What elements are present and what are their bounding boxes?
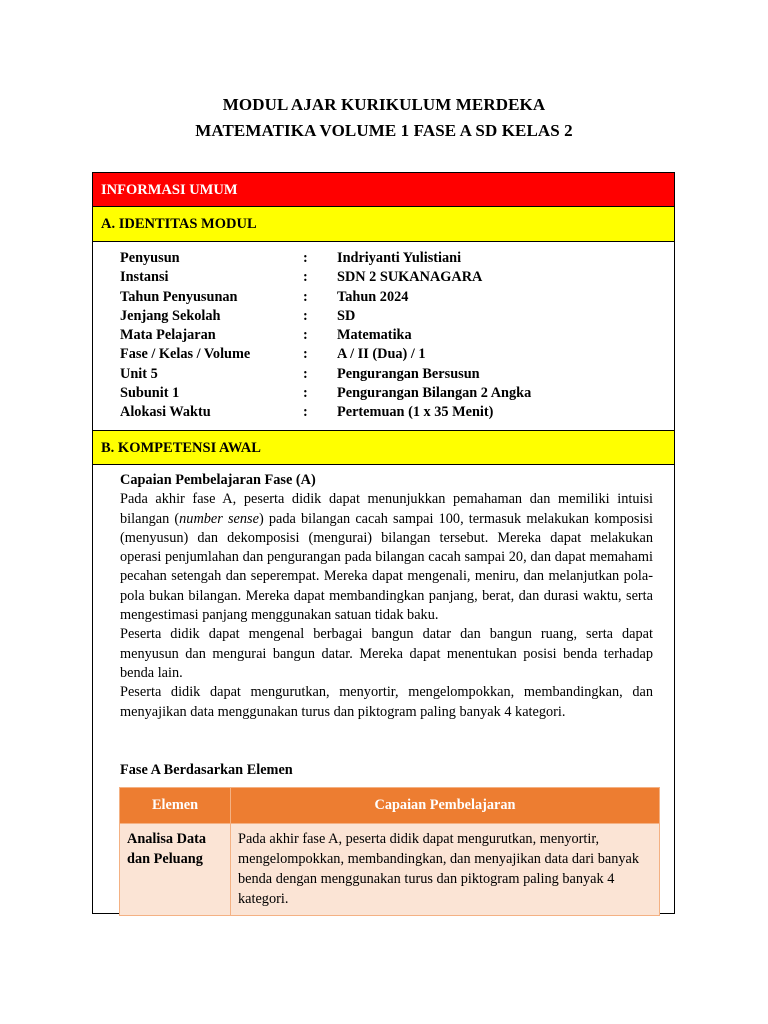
identity-separator: :	[303, 250, 308, 266]
capaian-section	[120, 471, 653, 722]
identity-value: Pertemuan (1 x 35 Menit)	[337, 404, 494, 421]
identity-value: A / II (Dua) / 1	[337, 346, 426, 363]
table-row	[120, 824, 660, 916]
document-title-line2: MATEMATIKA VOLUME 1 FASE A SD KELAS 2	[195, 121, 573, 140]
capaian-cell: Pada akhir fase A, peserta didik dapat mengurutkan, menyortir, mengelompokkan, membandingkan, dan menyajikan data dari banyak benda dengan menggunakan turus dan piktogram paling banyak 4 kategori.	[231, 824, 660, 916]
identity-row	[120, 403, 531, 422]
identity-key: Instansi	[120, 269, 169, 286]
identity-value: Matematika	[337, 327, 412, 344]
identity-key: Tahun Penyusunan	[120, 288, 238, 305]
identity-value: SD	[337, 307, 356, 324]
identity-key: Alokasi Waktu	[120, 404, 211, 421]
paragraph-text: ) pada bilangan cacah sampai 100, termasuk melakukan komposisi (menyusun) dan dekomposisi (mengurai) bilangan tersebut. Mereka dapat melakukan operasi penjumlahan dan pengurangan pada bilangan cacah sampai 20, dan dapat memahami pecahan setengah dan seperempat. Mereka dapat mengenali, meniru, dan melanjutkan pola-pola bukan bilangan. Mereka dapat membandingkan panjang, berat, dan durasi waktu, serta mengestimasi panjang menggunakan satuan tidak baku.	[120, 510, 653, 624]
identity-separator: :	[303, 346, 308, 363]
section-informasi-umum: INFORMASI UMUM	[93, 173, 674, 207]
column-header-elemen: Elemen	[120, 788, 231, 824]
capaian-paragraph-3: Peserta didik dapat mengurutkan, menyortir, mengelompokkan, membandingkan, dan menyajikan data menggunakan turus dan piktogram paling banyak 4 kategori.	[120, 684, 653, 720]
identity-separator: :	[303, 327, 308, 344]
elemen-cell: Analisa Data dan Peluang	[120, 824, 231, 916]
identity-key: Fase / Kelas / Volume	[120, 346, 251, 363]
capaian-heading: Capaian Pembelajaran Fase (A)	[120, 472, 316, 488]
identity-separator: :	[303, 307, 308, 324]
capaian-paragraph-1	[120, 490, 653, 625]
section-kompetensi-awal: B. KOMPETENSI AWAL	[93, 430, 674, 465]
identity-row	[120, 307, 531, 326]
identity-row	[120, 268, 531, 287]
identity-row	[120, 288, 531, 307]
identity-row	[120, 384, 531, 403]
identity-value: SDN 2 SUKANAGARA	[337, 269, 483, 286]
identity-value: Pengurangan Bilangan 2 Angka	[337, 385, 532, 402]
identity-separator: :	[303, 404, 308, 421]
identity-row	[120, 326, 531, 345]
identity-row	[120, 345, 531, 364]
identity-separator: :	[303, 385, 308, 402]
column-header-capaian: Capaian Pembelajaran	[231, 788, 660, 824]
elemen-table-header	[120, 788, 660, 824]
identity-key: Unit 5	[120, 365, 158, 382]
identity-value: Indriyanti Yulistiani	[337, 250, 462, 266]
document-title-line1: MODUL AJAR KURIKULUM MERDEKA	[222, 95, 546, 114]
module-info-table	[92, 172, 675, 914]
section-identitas-modul: A. IDENTITAS MODUL	[93, 207, 674, 242]
identity-separator: :	[303, 288, 308, 305]
identity-key: Mata Pelajaran	[120, 327, 216, 344]
identity-list	[120, 249, 531, 423]
paragraph-text: Pada akhir fase A, peserta didik dapat menunjukkan pemahaman dan memiliki intuisi bilangan (	[120, 491, 653, 527]
number-sense-term: number sense	[179, 510, 259, 527]
identity-key: Subunit 1	[120, 385, 180, 402]
capaian-paragraph-2: Peserta didik dapat mengenal berbagai bangun datar dan bangun ruang, serta dapat menyusun dan mengurai bangun datar. Mereka dapat menentukan posisi benda terhadap benda lain.	[120, 626, 653, 681]
identity-value: Tahun 2024	[337, 288, 409, 305]
identity-separator: :	[303, 365, 308, 382]
elemen-table	[119, 787, 660, 916]
identity-key: Jenjang Sekolah	[120, 307, 221, 324]
identity-separator: :	[303, 269, 308, 286]
identity-row	[120, 249, 531, 268]
identity-row	[120, 365, 531, 384]
fase-elemen-heading: Fase A Berdasarkan Elemen	[120, 762, 293, 778]
identity-value: Pengurangan Bersusun	[337, 365, 480, 382]
identity-key: Penyusun	[120, 250, 180, 266]
